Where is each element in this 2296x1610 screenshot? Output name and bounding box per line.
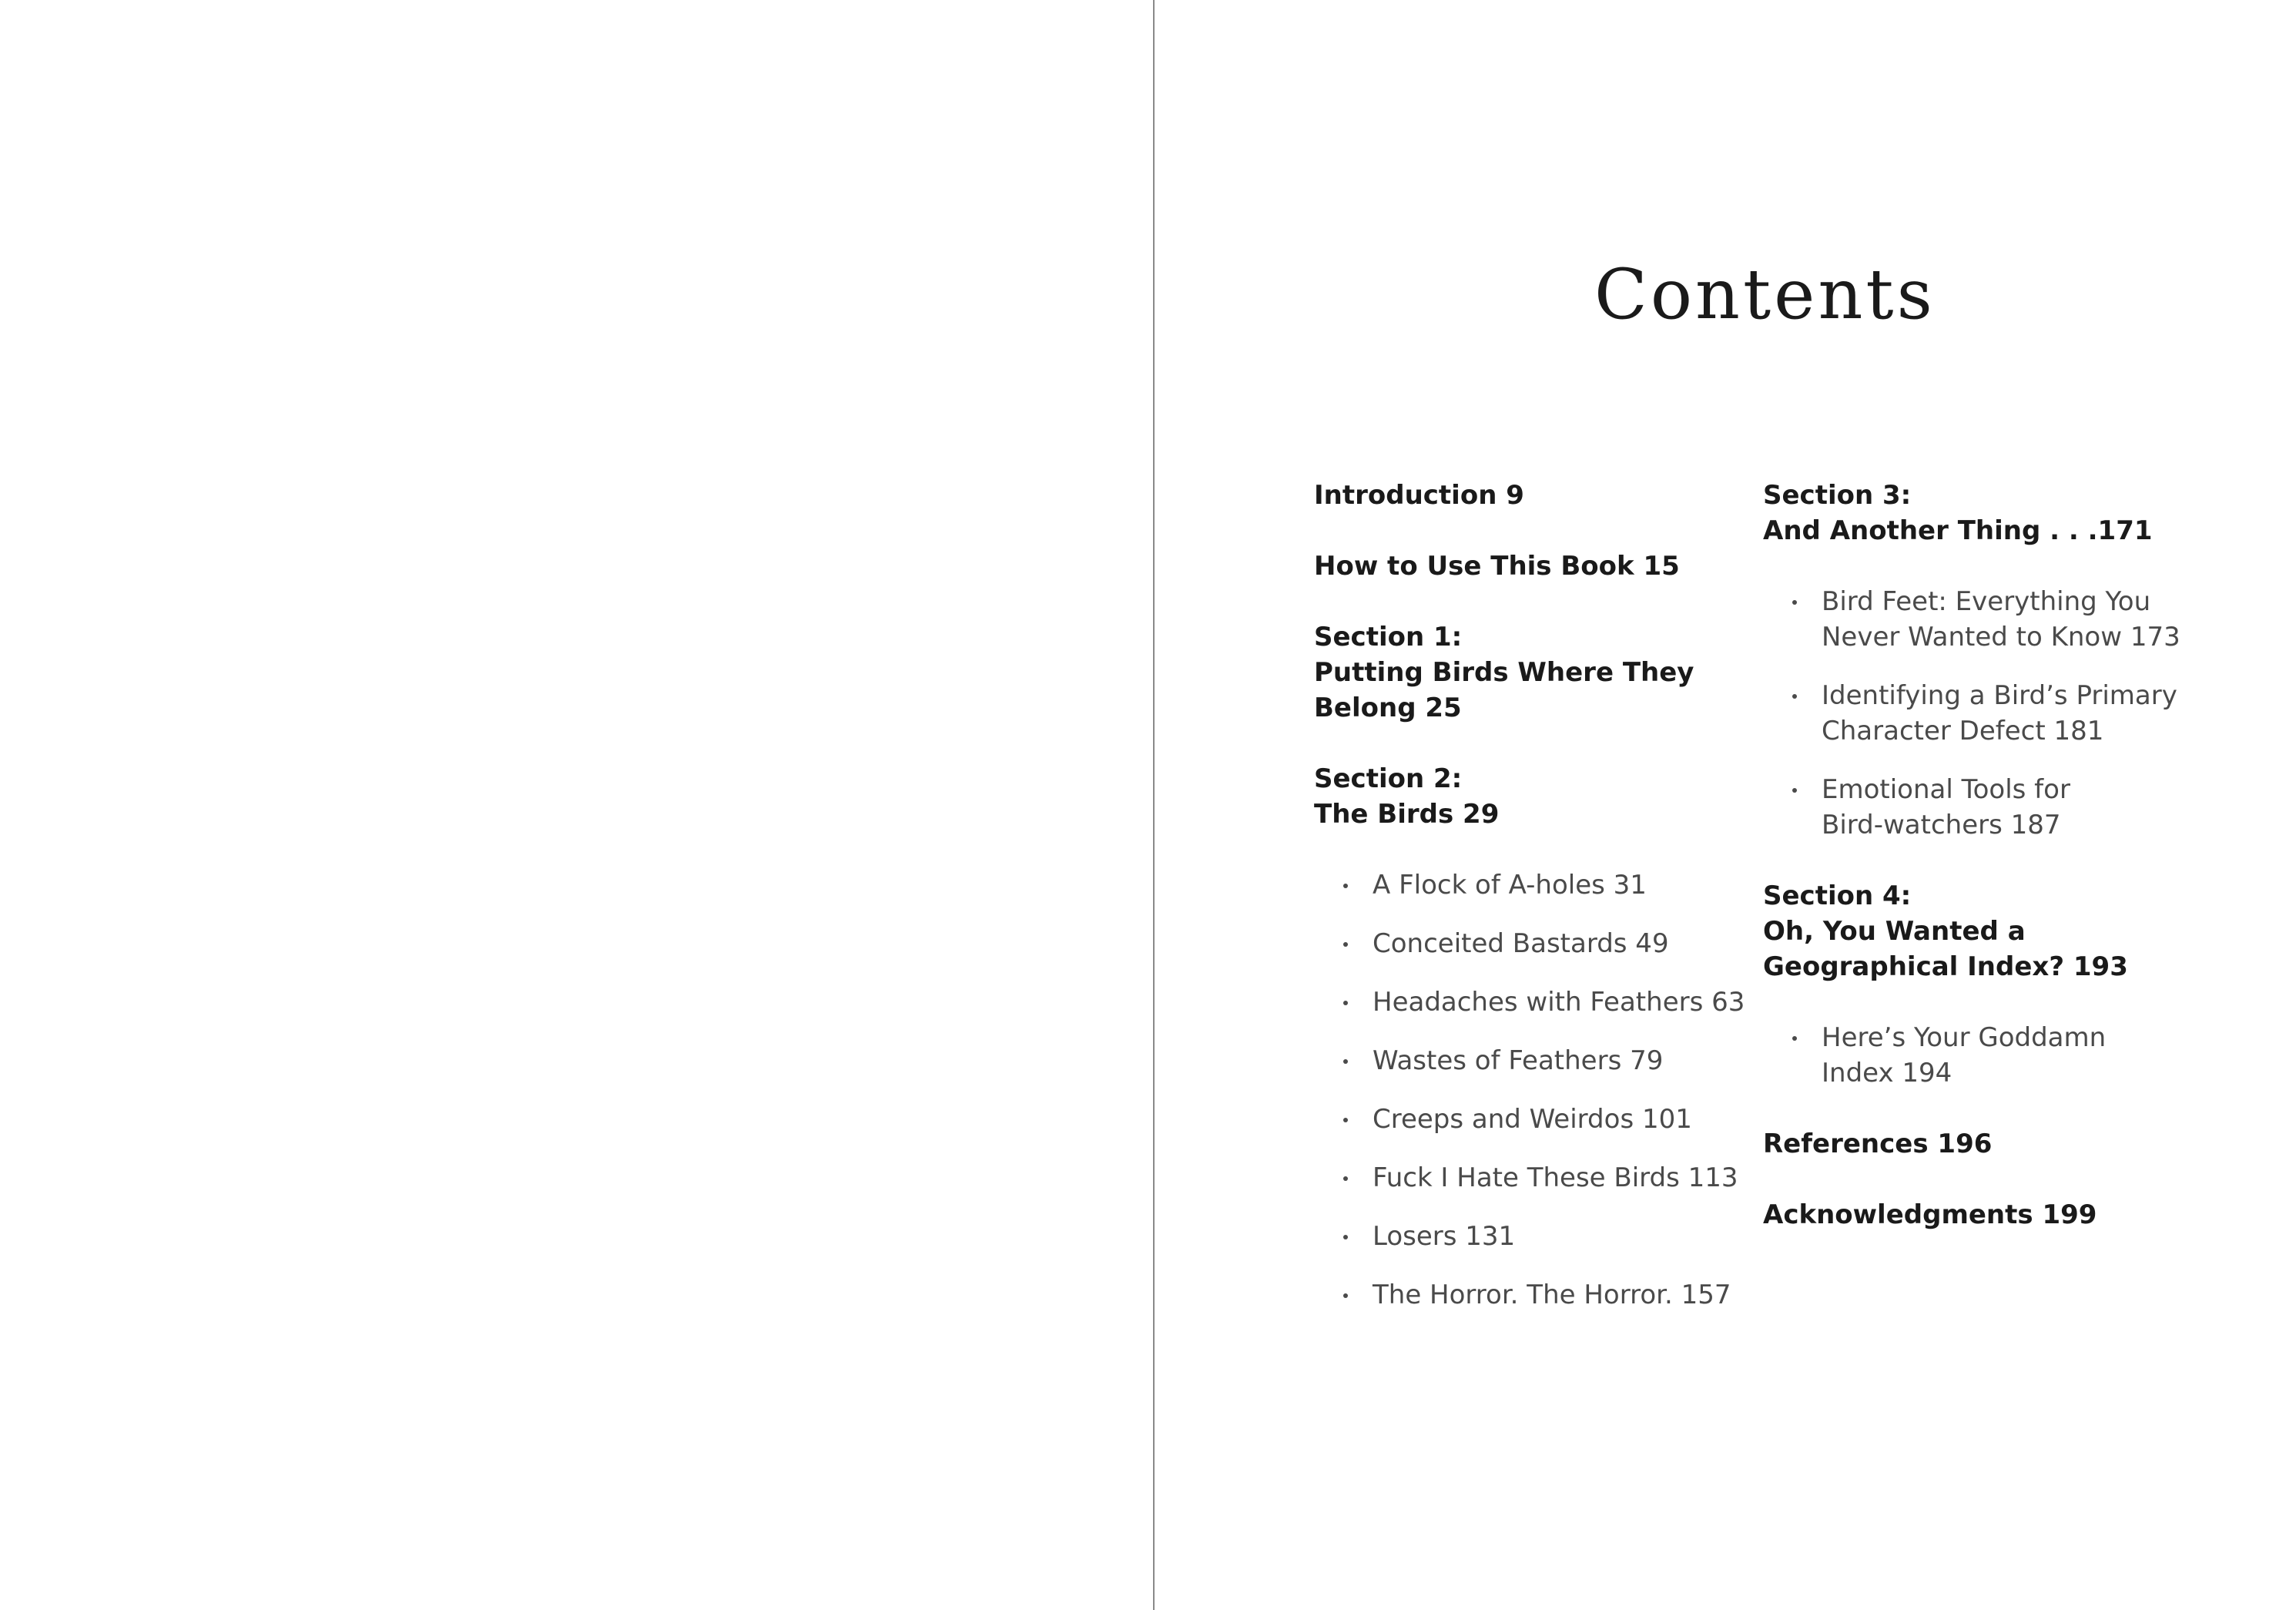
list-item: Wastes of Feathers 79	[1314, 1043, 1745, 1078]
bullet-icon	[1343, 1176, 1348, 1181]
bullet-icon	[1343, 884, 1348, 888]
toc-left-column	[1314, 478, 1745, 1348]
list-item: Headaches with Feathers 63	[1314, 984, 1745, 1020]
toc-right-column	[1763, 478, 2179, 1268]
list-item: Here’s Your Goddamn Index 194	[1763, 1020, 2179, 1091]
list-item: The Horror. The Horror. 157	[1314, 1277, 1745, 1313]
toc-entry-references: References 196	[1763, 1129, 1993, 1159]
bullet-icon	[1343, 1235, 1348, 1239]
list-item: Emotional Tools for Bird-watchers 187	[1763, 772, 2179, 843]
list-item: Creeps and Weirdos 101	[1314, 1102, 1745, 1137]
list-item: Bird Feet: Everything You Never Wanted to Know 173	[1763, 584, 2179, 655]
list-item: Conceited Bastards 49	[1314, 926, 1745, 961]
toc-entry-how-to-use: How to Use This Book 15	[1314, 551, 1680, 582]
list-item: A Flock of A-holes 31	[1314, 867, 1745, 903]
toc-entry-section-4: Section 4: Oh, You Wanted a Geographical Index? 193	[1763, 880, 2128, 982]
bullet-icon	[1343, 1293, 1348, 1298]
toc-entry-section-2: Section 2: The Birds 29	[1314, 763, 1500, 830]
bullet-icon	[1343, 1059, 1348, 1064]
bullet-icon	[1343, 1001, 1348, 1005]
bullet-icon	[1792, 694, 1797, 699]
bullet-icon	[1792, 600, 1797, 605]
list-item: Identifying a Bird’s Primary Character Defect 181	[1763, 678, 2179, 749]
list-item: Fuck I Hate These Birds 113	[1314, 1160, 1745, 1196]
section-4-sublist	[1763, 1020, 2179, 1091]
section-2-sublist	[1314, 867, 1745, 1313]
toc-entry-section-1: Section 1: Putting Birds Where They Belong 25	[1314, 622, 1694, 723]
section-3-sublist	[1763, 584, 2179, 843]
bullet-icon	[1792, 1036, 1797, 1041]
page-title: Contents	[1594, 254, 1936, 335]
book-spine-divider	[1153, 0, 1155, 1610]
list-item: Losers 131	[1314, 1219, 1745, 1254]
toc-entry-acknowledgments: Acknowledgments 199	[1763, 1199, 2097, 1230]
bullet-icon	[1343, 1118, 1348, 1122]
bullet-icon	[1792, 788, 1797, 793]
bullet-icon	[1343, 942, 1348, 947]
toc-entry-section-3: Section 3: And Another Thing . . .171	[1763, 480, 2153, 546]
toc-entry-introduction: Introduction 9	[1314, 480, 1524, 511]
